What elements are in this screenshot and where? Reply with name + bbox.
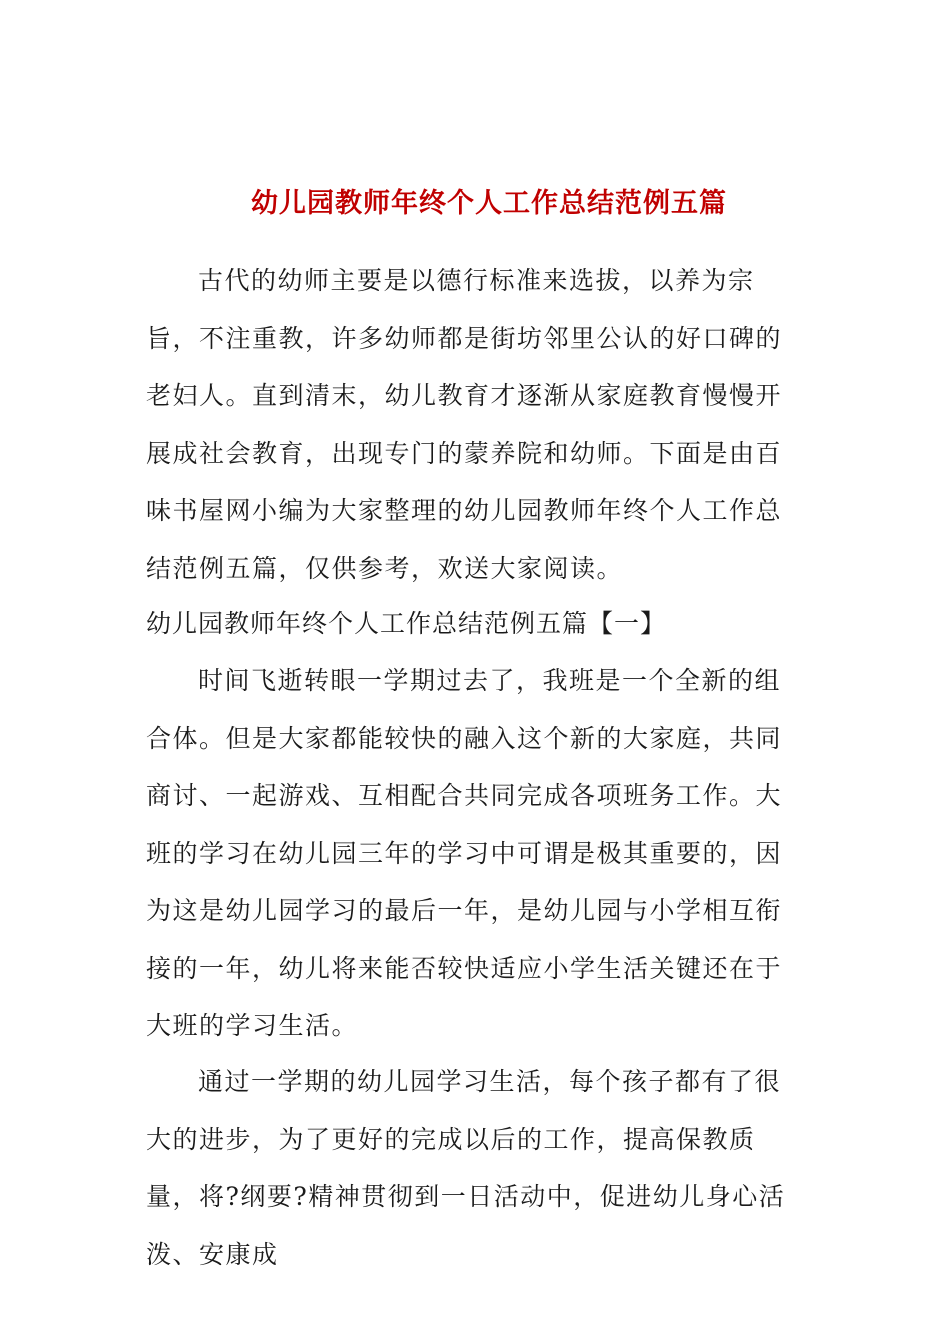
body-paragraph: 通过一学期的幼儿园学习生活，每个孩子都有了很大的进步，为了更好的完成以后的工作，提高保教质量，将?纲要?精神贯彻到一日活动中，促进幼儿身心活泼、安康成 <box>146 1067 786 1269</box>
document-title: 幼儿园教师年终个人工作总结范例五篇 <box>251 188 727 219</box>
section-heading: 幼儿园教师年终个人工作总结范例五篇【一】 <box>146 609 667 638</box>
intro-paragraph: 古代的幼师主要是以德行标准来选拔，以养为宗旨，不注重教，许多幼师都是街坊邻里公认的好口碑的老妇人。直到清末，幼儿教育才逐渐从家庭教育慢慢开展成社会教育，出现专门的蒙养院和幼师。下面是由百味书屋网小编为大家整理的幼儿园教师年终个人工作总结范例五篇，仅供参考，欢送大家阅读。 <box>146 266 783 583</box>
body-paragraph: 时间飞逝转眼一学期过去了，我班是一个全新的组合体。但是大家都能较快的融入这个新的大家庭，共同商讨、一起游戏、互相配合共同完成各项班务工作。大班的学习在幼儿园三年的学习中可谓是极其重要的，因为这是幼儿园学习的最后一年，是幼儿园与小学相互衔接的一年，幼儿将来能否较快适应小学生活关键还在于大班的学习生活。 <box>146 666 783 1040</box>
